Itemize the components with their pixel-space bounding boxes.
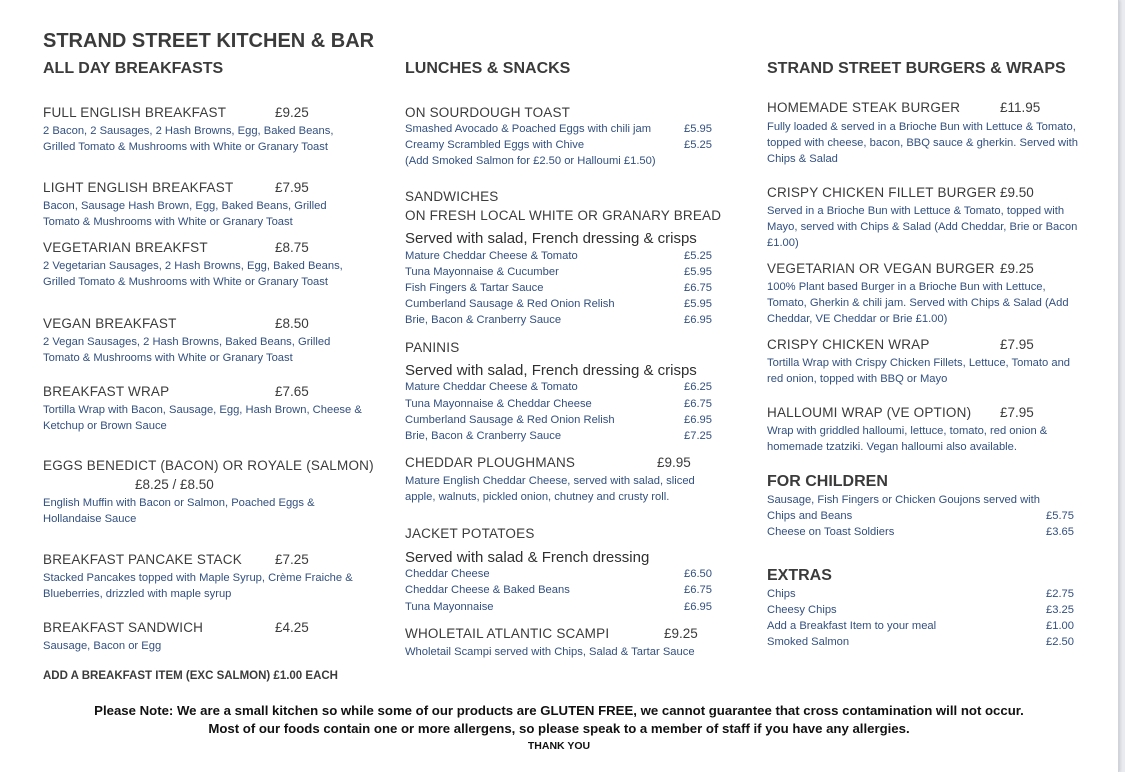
item-name: BREAKFAST WRAP — [43, 384, 170, 399]
lunch-heading: LUNCHES & SNACKS — [405, 60, 571, 77]
menu-row — [405, 250, 715, 266]
jacket-heading: JACKET POTATOES — [405, 526, 535, 541]
item-name: BREAKFAST SANDWICH — [43, 620, 204, 635]
item-name: FULL ENGLISH BREAKFAST — [43, 105, 227, 120]
item-desc: Sausage, Bacon or Egg — [43, 640, 162, 652]
row-name: Creamy Scrambled Eggs with Chive — [405, 139, 585, 151]
item-price: £9.95 — [657, 455, 691, 470]
row-name: Cheddar Cheese — [405, 568, 490, 580]
item-price: £9.50 — [1000, 185, 1034, 200]
row-name: Mature Cheddar Cheese & Tomato — [405, 381, 578, 393]
row-name: Smoked Salmon — [767, 636, 850, 648]
item-price: £9.25 — [275, 105, 309, 120]
item-price: £8.75 — [275, 240, 309, 255]
item-desc: English Muffin with Bacon or Salmon, Poached Eggs & Hollandaise Sauce — [43, 497, 315, 525]
item-name: CHEDDAR PLOUGHMANS — [405, 455, 576, 470]
menu-row — [405, 568, 715, 584]
row-price: £6.50 — [684, 568, 712, 580]
item-desc: Served in a Brioche Bun with Lettuce & Tomato, topped with Mayo, served with Chips & Salad (Add Cheddar, Brie or Bacon £1.00) — [767, 205, 1078, 249]
item-price: £7.25 — [275, 552, 309, 567]
row-name: Tuna Mayonnaise & Cucumber — [405, 266, 559, 278]
item-price: £8.50 — [275, 316, 309, 331]
item-desc: 2 Bacon, 2 Sausages, 2 Hash Browns, Egg, Baked Beans, Grilled Tomato & Mushrooms with White or Granary Toast — [43, 125, 334, 153]
menu-row — [767, 526, 1077, 542]
item-price: £9.25 — [664, 626, 698, 641]
row-price: £2.75 — [1046, 588, 1074, 600]
item-price: £7.65 — [275, 384, 309, 399]
menu-row — [405, 298, 715, 314]
item-price: £9.25 — [1000, 261, 1034, 276]
row-name: Brie, Bacon & Cranberry Sauce — [405, 314, 562, 326]
item-desc: Mature English Cheddar Cheese, served with salad, sliced apple, walnuts, pickled onion, chutney and crusty roll. — [405, 475, 695, 503]
row-name: Chips — [767, 588, 796, 600]
item-desc: Tortilla Wrap with Bacon, Sausage, Egg, Hash Brown, Cheese & Ketchup or Brown Sauce — [43, 404, 362, 432]
item-desc: Tortilla Wrap with Crispy Chicken Fillets, Lettuce, Tomato and red onion, topped with BBQ or Mayo — [767, 357, 1071, 385]
item-desc: Fully loaded & served in a Brioche Bun with Lettuce & Tomato, topped with cheese, bacon, BBQ sauce & gherkin. Served with Chips & Salad — [767, 121, 1078, 165]
children-intro: Sausage, Fish Fingers or Chicken Goujons served with — [767, 494, 1040, 506]
item-price: £7.95 — [275, 180, 309, 195]
toast-heading: ON SOURDOUGH TOAST — [405, 105, 571, 120]
item-desc: 100% Plant based Burger in a Brioche Bun with Lettuce, Tomato, Gherkin & chili jam. Served with Chips & Salad (Add Cheddar, VE Cheddar or Brie £1.00) — [767, 281, 1069, 325]
item-desc: 2 Vegan Sausages, 2 Hash Browns, Baked Beans, Grilled Tomato & Mushrooms with White or Granary Toast — [43, 336, 331, 364]
row-price: £5.25 — [684, 139, 712, 151]
allergy-notice-line1: Please Note: We are a small kitchen so while some of our products are GLUTEN FREE, we cannot guarantee that cross contamination will not occur. — [94, 703, 1024, 718]
row-price: £2.50 — [1046, 636, 1074, 648]
menu-row — [767, 604, 1077, 620]
row-name: Cheese on Toast Soldiers — [767, 526, 895, 538]
row-name: Chips and Beans — [767, 510, 853, 522]
item-name: HOMEMADE STEAK BURGER — [767, 100, 961, 115]
sandwiches-subheading: ON FRESH LOCAL WHITE OR GRANARY BREAD — [405, 208, 722, 223]
row-price: £5.95 — [684, 266, 712, 278]
row-name: Cumberland Sausage & Red Onion Relish — [405, 414, 615, 426]
item-price: £8.25 / £8.50 — [135, 477, 214, 492]
item-price: £7.95 — [1000, 405, 1034, 420]
menu-row — [405, 139, 715, 155]
allergy-notice-line2: Most of our foods contain one or more allergens, so please speak to a member of staff if you have any allergies. — [208, 721, 910, 736]
item-name: LIGHT ENGLISH BREAKFAST — [43, 180, 234, 195]
item-desc: Bacon, Sausage Hash Brown, Egg, Baked Beans, Grilled Tomato & Mushrooms with White or Granary Toast — [43, 200, 327, 228]
menu-row — [405, 414, 715, 430]
menu-row — [767, 510, 1077, 526]
item-price: £11.95 — [1000, 100, 1041, 115]
item-name: HALLOUMI WRAP (VE OPTION) — [767, 405, 972, 420]
item-name: WHOLETAIL ATLANTIC SCAMPI — [405, 626, 610, 641]
sandwiches-heading: SANDWICHES — [405, 189, 499, 204]
row-price: £6.95 — [684, 314, 712, 326]
row-price: £3.65 — [1046, 526, 1074, 538]
extras-heading: EXTRAS — [767, 567, 832, 584]
menu-row — [405, 266, 715, 282]
item-name: EGGS BENEDICT (BACON) OR ROYALE (SALMON) — [43, 458, 374, 473]
toast-note: (Add Smoked Salmon for £2.50 or Halloumi £1.50) — [405, 155, 656, 167]
menu-row — [405, 584, 715, 600]
item-desc: 2 Vegetarian Sausages, 2 Hash Browns, Egg, Baked Beans, Grilled Tomato & Mushrooms with White or Granary Toast — [43, 260, 343, 288]
row-price: £5.75 — [1046, 510, 1074, 522]
row-name: Smashed Avocado & Poached Eggs with chili jam — [405, 123, 652, 135]
row-price: £3.25 — [1046, 604, 1074, 616]
row-name: Add a Breakfast Item to your meal — [767, 620, 937, 632]
menu-row — [767, 620, 1077, 636]
menu-title: STRAND STREET KITCHEN & BAR — [43, 30, 375, 52]
item-name: VEGETARIAN BREAKFST — [43, 240, 208, 255]
row-name: Cheesy Chips — [767, 604, 837, 616]
item-name: VEGAN BREAKFAST — [43, 316, 177, 331]
burgers-heading: STRAND STREET BURGERS & WRAPS — [767, 60, 1066, 77]
row-price: £5.95 — [684, 123, 712, 135]
item-name: CRISPY CHICKEN FILLET BURGER — [767, 185, 997, 200]
row-name: Fish Fingers & Tartar Sauce — [405, 282, 544, 294]
menu-row — [405, 314, 715, 330]
row-price: £6.75 — [684, 398, 712, 410]
row-price: £6.75 — [684, 584, 712, 596]
children-heading: FOR CHILDREN — [767, 473, 888, 490]
menu-row — [405, 381, 715, 397]
row-name: Tuna Mayonnaise & Cheddar Cheese — [405, 398, 592, 410]
paninis-served: Served with salad, French dressing & crisps — [405, 362, 697, 379]
menu-row — [405, 430, 715, 446]
menu-row — [767, 636, 1077, 652]
row-price: £7.25 — [684, 430, 712, 442]
item-name: BREAKFAST PANCAKE STACK — [43, 552, 242, 567]
jacket-served: Served with salad & French dressing — [405, 549, 650, 566]
paninis-heading: PANINIS — [405, 340, 460, 355]
row-name: Tuna Mayonnaise — [405, 601, 494, 613]
row-name: Cumberland Sausage & Red Onion Relish — [405, 298, 615, 310]
row-price: £5.25 — [684, 250, 712, 262]
row-price: £6.95 — [684, 601, 712, 613]
sandwiches-served: Served with salad, French dressing & crisps — [405, 230, 697, 247]
row-name: Mature Cheddar Cheese & Tomato — [405, 250, 578, 262]
breakfast-add-note: ADD A BREAKFAST ITEM (EXC SALMON) £1.00 EACH — [43, 670, 338, 682]
item-name: CRISPY CHICKEN WRAP — [767, 337, 930, 352]
row-name: Cheddar Cheese & Baked Beans — [405, 584, 570, 596]
row-price: £6.25 — [684, 381, 712, 393]
item-desc: Stacked Pancakes topped with Maple Syrup, Crème Fraiche & Blueberries, drizzled with maple syrup — [43, 572, 353, 600]
item-price: £4.25 — [275, 620, 309, 635]
item-desc: Wholetail Scampi served with Chips, Salad & Tartar Sauce — [405, 646, 695, 658]
row-name: Brie, Bacon & Cranberry Sauce — [405, 430, 562, 442]
item-price: £7.95 — [1000, 337, 1034, 352]
menu-row — [405, 398, 715, 414]
row-price: £5.95 — [684, 298, 712, 310]
thank-you: THANK YOU — [527, 740, 591, 752]
item-name: VEGETARIAN OR VEGAN BURGER — [767, 261, 995, 276]
row-price: £6.75 — [684, 282, 712, 294]
breakfast-heading: ALL DAY BREAKFASTS — [43, 60, 224, 77]
menu-row — [405, 282, 715, 298]
item-desc: Wrap with griddled halloumi, lettuce, tomato, red onion & homemade tzatziki. Vegan halloumi also available. — [767, 425, 1048, 453]
row-price: £6.95 — [684, 414, 712, 426]
menu-row — [405, 123, 715, 139]
row-price: £1.00 — [1046, 620, 1074, 632]
menu-row — [405, 601, 715, 617]
menu-row — [767, 588, 1077, 604]
